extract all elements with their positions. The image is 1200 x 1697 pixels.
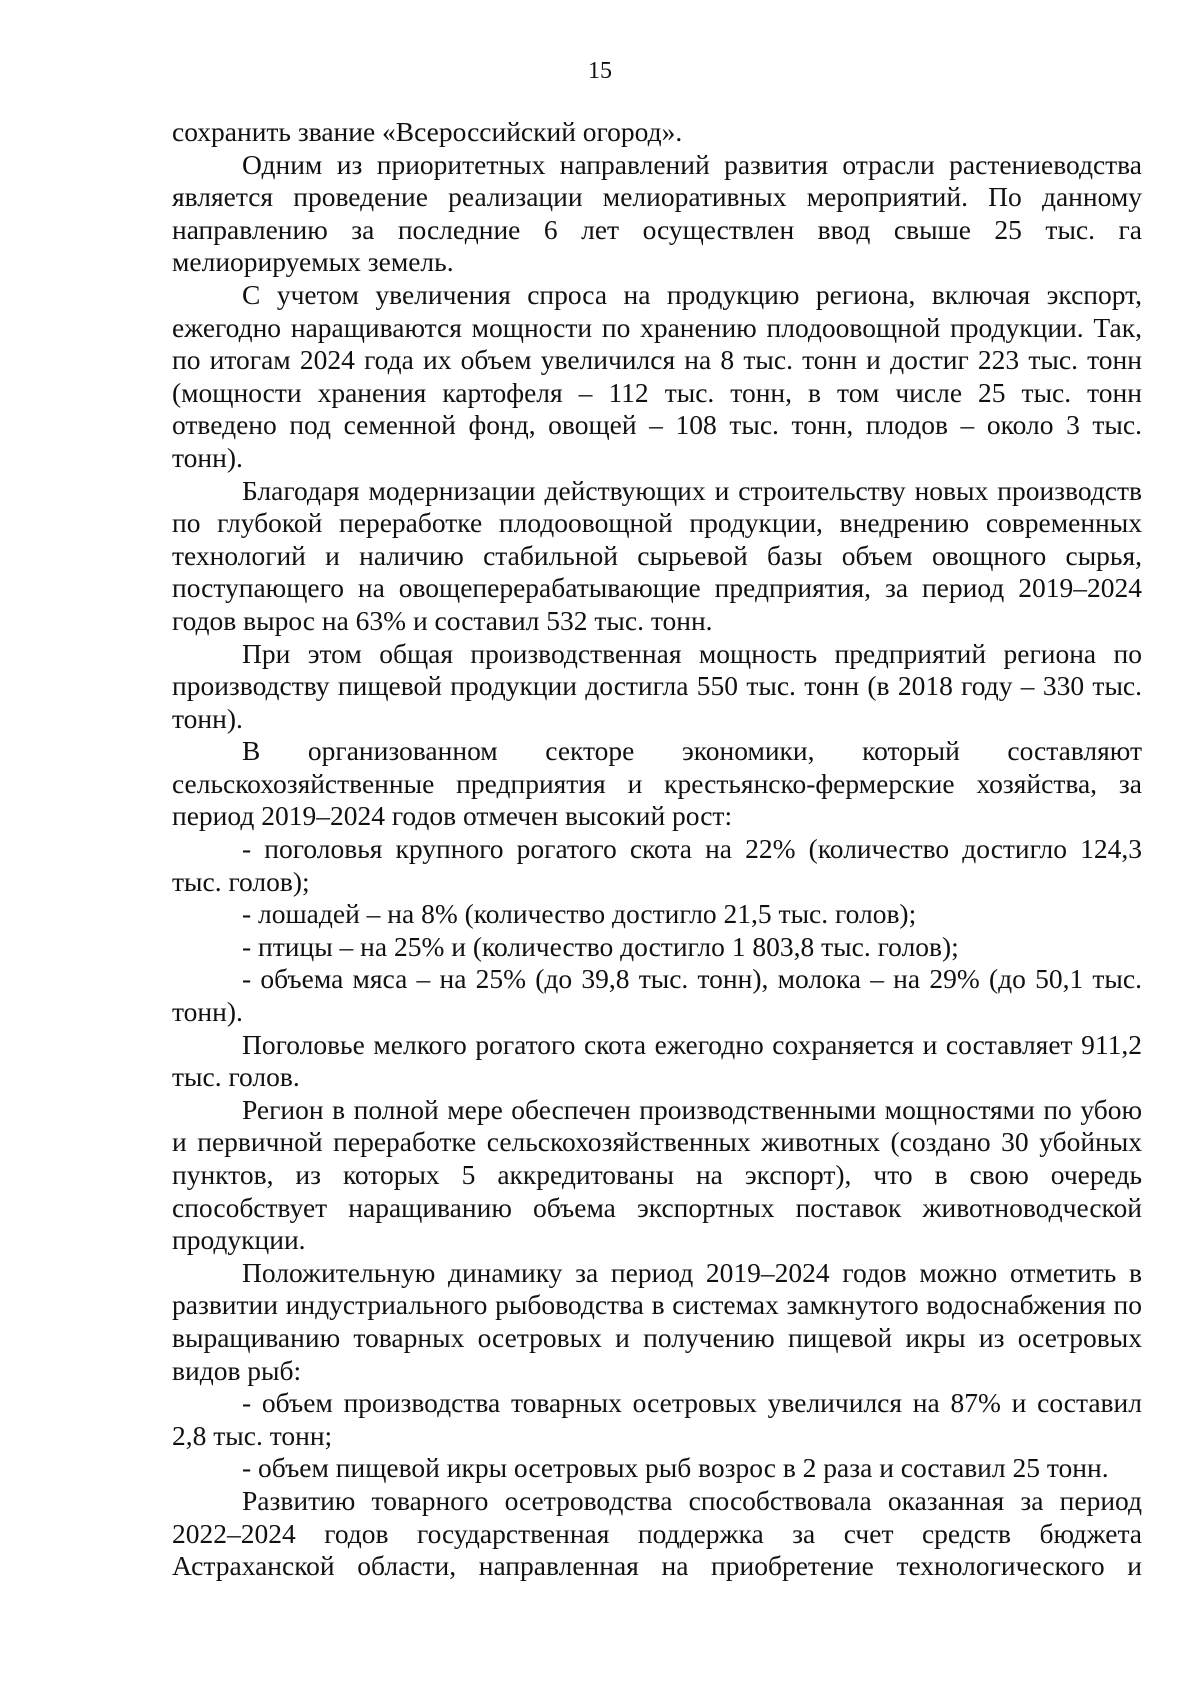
paragraph-processing: Благодаря модернизации действующих и строительству новых производств по глубокой переработке плодоовощной продукции, внедрению современных технологий и наличию стабильной сырьевой базы объем овощного сырья, поступающего на овощеперерабатывающие предприятия, за период 2019–2024 годов вырос на 63% и составил 532 тыс. тонн. — [172, 474, 1142, 636]
paragraph-aquaculture: Положительную динамику за период 2019–2024 годов можно отметить в развитии индустриального рыбоводства в системах замкнутого водоснабжения по выращиванию товарных осетровых и получению пищевой икры из осетровых видов рыб: — [172, 1256, 1142, 1386]
list-item-meat-milk: - объема мяса – на 25% (до 39,8 тыс. тонн), молока – на 29% (до 50,1 тыс. тонн). — [172, 963, 1142, 1028]
list-item-cattle: - поголовья крупного рогатого скота на 22% (количество достигло 124,3 тыс. голов); — [172, 833, 1142, 897]
paragraph-slaughter-capacity: Регион в полной мере обеспечен производственными мощностями по убою и первичной переработке сельскохозяйственных животных (создано 30 убойных пунктов, из которых 5 аккредитованы на экспорт), что в свою очередь способствует наращиванию объема экспортных поставок животноводческой продукции. — [172, 1093, 1142, 1256]
list-item-horses: - лошадей – на 8% (количество достигло 21,5 тыс. голов); — [242, 898, 917, 930]
paragraph-melioration: Одним из приоритетных направлений развития отрасли растениеводства является проведение реализации мелиоративных мероприятий. По данному направлению за последние 6 лет осуществлен ввод свыше 25 тыс. га мелиорируемых земель. — [172, 148, 1142, 278]
paragraph-small-livestock: Поголовье мелкого рогатого скота ежегодно сохраняется и составляет 911,2 тыс. голов. — [172, 1028, 1142, 1093]
document-body — [172, 116, 1142, 1583]
list-item-poultry: - птицы – на 25% и (количество достигло 1 803,8 тыс. голов); — [242, 930, 959, 962]
paragraph-storage-capacity: С учетом увеличения спроса на продукцию региона, включая экспорт, ежегодно наращиваются мощности по хранению плодоовощной продукции. Так, по итогам 2024 года их объем увеличился на 8 тыс. тонн и достиг 223 тыс. тонн (мощности хранения картофеля – 112 тыс. тонн, в том числе 25 тыс. тонн отведено под семенной фонд, овощей – 108 тыс. тонн, плодов – около 3 тыс. тонн). — [172, 278, 1142, 473]
page-number: 15 — [588, 58, 612, 84]
paragraph-continuation: сохранить звание «Всероссийский огород». — [172, 116, 683, 147]
paragraph-state-support: Развитию товарного осетроводства способствовала оказанная за период 2022–2024 годов государственная поддержка за счет средств бюджета Астраханской области, направленная на приобретение технологического и — [172, 1484, 1142, 1582]
paragraph-food-production: При этом общая производственная мощность предприятий региона по производству пищевой продукции достигла 550 тыс. тонн (в 2018 году – 330 тыс. тонн). — [172, 637, 1142, 734]
paragraph-organized-sector: В организованном секторе экономики, который составляют сельскохозяйственные предприятия и крестьянско-фермерские хозяйства, за период 2019–2024 годов отмечен высокий рост: — [172, 735, 1142, 832]
list-item-sturgeon: - объем производства товарных осетровых увеличился на 87% и составил 2,8 тыс. тонн; — [172, 1387, 1142, 1451]
list-item-caviar: - объем пищевой икры осетровых рыб возрос в 2 раза и составил 25 тонн. — [242, 1452, 1109, 1484]
